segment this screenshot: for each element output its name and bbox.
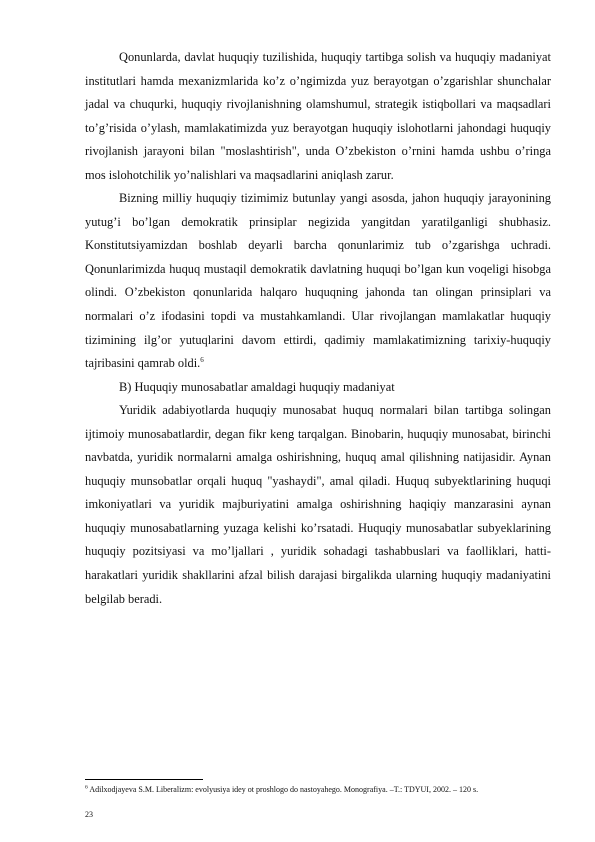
footnote [85, 783, 551, 796]
body-text [85, 46, 551, 611]
paragraph-2-text: Bizning milliy huquqiy tizimimiz butunlay yangi asosda, jahon huquqiy jarayonining yutug’i bo’lgan demokratik prinsiplar negizida yangitdan yaratilganligi shubhasiz. Konstitutsiyamizdan boshlab deyarli barcha qonunlarimiz tub o’zgarishga uchradi. Qonunlarimizda huquq mustaqil demokratik davlatning huquqi bo’lgan kun voqeligi hisobga olindi. O’zbekiston qonunlarida halqaro huquqning jahonda tan olingan prinsiplari va normalari o’z ifodasini topdi va mustahkamlandi. Ular rivojlangan mamlakatlar huquqiy tizimining ilg’or yutuqlarini davom ettirdi, qadimiy mamlakatimizning tarixiy-huquqiy tajribasini qamrab oldi. [85, 191, 551, 371]
paragraph-2 [85, 187, 551, 375]
footnote-number: 6 [85, 784, 88, 791]
footnote-text: Adilxodjayeva S.M. Liberalizm: evolyusiya idey ot proshlogo do nastoyahego. Monografiya. –T.: TDYUI, 2002. – 120 s. [89, 785, 479, 794]
page-number: 23 [85, 810, 93, 819]
paragraph-1: Qonunlarda, davlat huquqiy tuzilishida, huquqiy tartibga solish va huquqiy madaniyat institutlari hamda mexanizmlarida ko’z o’ngimizda yuz berayotgan o’zgarishlar shunchalar jadal va chuqurki, huquqiy rivojlanishning olamshumul, strategik istiqbollari va maqsadlari to’g’risida o’ylash, mamlakatimizda yuz berayotgan huquqiy islohotlarni jahondagi huquqiy rivojlanish jarayoni bilan "moslashtirish", unda O’zbekiston o’rnini hamda ushbu o’ringa mos islohotchilik yo’nalishlari va maqsadlarini aniqlash zarur. [85, 50, 551, 182]
paragraph-3: Yuridik adabiyotlarda huquqiy munosabat huquq normalari bilan tartibga solingan ijtimoiy munosabatlardir, degan fikr keng tarqalgan. Binobarin, huquqiy munosabat, birinchi navbatda, yuridik normalarni amalga oshirishning, huquq amal qilishning natijasidir. Aynan huquqiy munsobatlar orqali huquq "yashaydi", amal qiladi. Huquq subyektlarining huquqi imkoniyatlari va yuridik majburiyatini amalga oshirishning haqiqiy manzarasini aynan huquqiy munosabatlarning yuzaga kelishi ko’rsatadi. Huquqiy munosabatlar subyeklarining huquqiy pozitsiyasi va mo’ljallari , yuridik sohadagi tashabbuslari va faolliklari, hatti-harakatlari yuridik shakllarini afzal bilish darajasi birgalikda ularning huquqiy madaniyatini belgilab beradi. [85, 403, 551, 606]
footnote-separator [85, 779, 203, 780]
footnote-reference[interactable]: 6 [200, 355, 204, 364]
section-heading: B) Huquqiy munosabatlar amaldagi huquqiy madaniyat [119, 379, 395, 394]
